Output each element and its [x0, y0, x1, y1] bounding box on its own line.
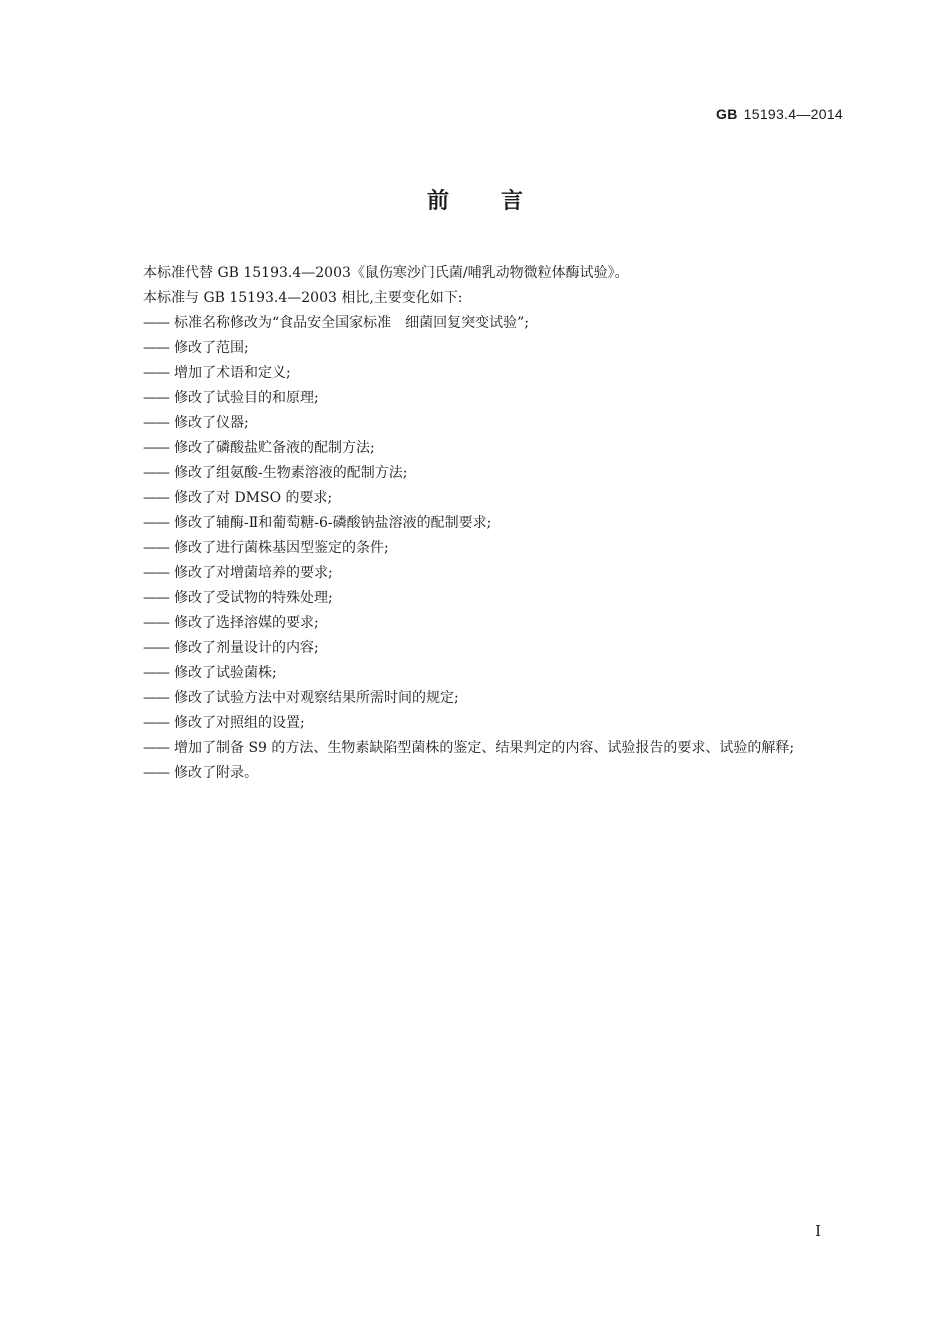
change-text: 修改了仪器; [174, 415, 249, 431]
change-item [143, 761, 845, 786]
change-item [143, 361, 845, 386]
change-text: 增加了制备 S9 的方法、生物素缺陷型菌株的鉴定、结果判定的内容、试验报告的要求、试验的解释; [174, 740, 795, 756]
change-text: 修改了范围; [174, 340, 249, 356]
change-text: 修改了对照组的设置; [174, 715, 305, 731]
change-item [143, 736, 845, 761]
intro-paragraph: 本标准代替 GB 15193.4—2003《鼠伤寒沙门氏菌/哺乳动物微粒体酶试验》。 [143, 265, 629, 281]
change-item [143, 711, 845, 736]
change-text: 修改了对 DMSO 的要求; [174, 490, 333, 506]
dash-marker: —— [143, 465, 169, 481]
change-text: 修改了选择溶媒的要求; [174, 615, 319, 631]
change-item [143, 686, 845, 711]
change-item [143, 411, 845, 436]
change-item [143, 636, 845, 661]
change-item [143, 511, 845, 536]
change-text: 修改了附录。 [174, 765, 258, 781]
change-item [143, 611, 845, 636]
standard-code [716, 106, 843, 122]
change-text: 修改了试验方法中对观察结果所需时间的规定; [174, 690, 459, 706]
change-item [143, 561, 845, 586]
page-number: Ⅰ [815, 1222, 821, 1240]
title-char-1: 前 [426, 189, 449, 214]
change-item [143, 486, 845, 511]
dash-marker: —— [143, 615, 169, 631]
change-text: 增加了术语和定义; [174, 365, 291, 381]
dash-marker: —— [143, 640, 169, 656]
change-item [143, 661, 845, 686]
dash-marker: —— [143, 765, 169, 781]
change-text: 修改了剂量设计的内容; [174, 640, 319, 656]
change-text: 修改了受试物的特殊处理; [174, 590, 333, 606]
dash-marker: —— [143, 690, 169, 706]
change-item [143, 586, 845, 611]
standard-number: 15193.4—2014 [743, 106, 843, 122]
change-text: 修改了辅酶-Ⅱ和葡萄糖-6-磷酸钠盐溶液的配制要求; [174, 515, 492, 531]
preface-body [143, 261, 845, 786]
change-item [143, 436, 845, 461]
change-text: 修改了试验目的和原理; [174, 390, 319, 406]
change-text: 修改了对增菌培养的要求; [174, 565, 333, 581]
change-item [143, 386, 845, 411]
change-text: 修改了试验菌株; [174, 665, 277, 681]
change-item [143, 461, 845, 486]
dash-marker: —— [143, 590, 169, 606]
change-text: 修改了进行菌株基因型鉴定的条件; [174, 540, 389, 556]
change-text: 修改了组氨酸-生物素溶液的配制方法; [174, 465, 408, 481]
dash-marker: —— [143, 390, 169, 406]
change-item [143, 311, 845, 336]
change-text: 标准名称修改为“食品安全国家标准 细菌回复突变试验”; [174, 315, 530, 331]
standard-prefix: GB [716, 106, 738, 122]
dash-marker: —— [143, 315, 169, 331]
change-text: 修改了磷酸盐贮备液的配制方法; [174, 440, 375, 456]
dash-marker: —— [143, 715, 169, 731]
dash-marker: —— [143, 365, 169, 381]
dash-marker: —— [143, 540, 169, 556]
page-title [0, 184, 950, 215]
change-item [143, 536, 845, 561]
dash-marker: —— [143, 415, 169, 431]
dash-marker: —— [143, 340, 169, 356]
dash-marker: —— [143, 740, 169, 756]
dash-marker: —— [143, 565, 169, 581]
dash-marker: —— [143, 440, 169, 456]
dash-marker: —— [143, 515, 169, 531]
dash-marker: —— [143, 665, 169, 681]
dash-marker: —— [143, 490, 169, 506]
change-item [143, 336, 845, 361]
intro-paragraph: 本标准与 GB 15193.4—2003 相比,主要变化如下: [143, 290, 463, 306]
title-char-2: 言 [501, 189, 524, 214]
